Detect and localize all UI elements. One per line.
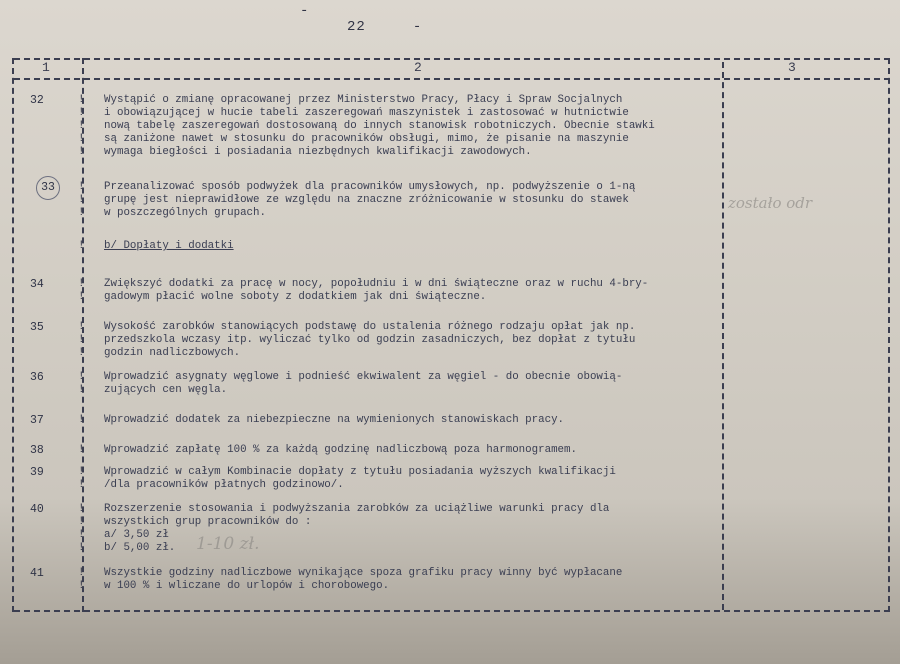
item-text: Wysokość zarobków stanowiących podstawę do ustalenia różnego rodzaju opłat jak np. przedszkola wczasy itp. wyliczać tylko od godzin zasadniczych, bez dopłat z tytułu godzin nadliczbowych. [104, 321, 636, 359]
header-separator [14, 78, 890, 80]
margin-marks: ! [78, 240, 85, 252]
margin-marks: ! ! ! [78, 181, 85, 219]
margin-marks: ! ! ! [78, 321, 85, 359]
margin-marks: ! [78, 414, 85, 426]
table-top-border [14, 58, 890, 60]
item-text: Przeanalizować sposób podwyżek dla pracowników umysłowych, np. podwyższenie o 1-ną grupę jest nieprawidłowe ze względu na znaczne zróżnicowanie w stosunku do stawek w poszczególnych grupach. [104, 181, 636, 219]
item-text: Wprowadzić zapłatę 100 % za każdą godzinę nadliczbową poza harmonogramem. [104, 444, 577, 456]
margin-marks: ! ! [78, 466, 85, 491]
item-number: 36 [30, 371, 44, 384]
item-text: Rozszerzenie stosowania i podwyższania zarobków za uciążliwe warunki pracy dla wszystkich grup pracowników do : a/ 3,50 zł b/ 5,00 zł. [104, 503, 610, 554]
margin-marks: ! ! ! ! ! [78, 94, 85, 158]
item-number: 38 [30, 444, 44, 457]
item-text: Wystąpić o zmianę opracowanej przez Ministerstwo Pracy, Płacy i Spraw Socjalnych i obowiązującej w hucie tabeli zaszeregowań maszynistek i zastosować w hutnictwie nową tabelę zaszeregowań dostosowaną do innych stanowisk robotniczych. Obecnie stawki są zaniżone nawet w stosunku do pracowników obsługi, mimo, że pisanie na maszynie wymaga biegłości i posiadania niezbędnych kwalifikacji zawodowych. [104, 94, 655, 158]
margin-marks: ! [78, 444, 85, 456]
item-text: Wprowadzić asygnaty węglowe i podnieść ekwiwalent za węgiel - do obecnie obowią- zujących cen węgla. [104, 371, 623, 396]
item-number: 34 [30, 278, 44, 291]
item-number: 33 [36, 176, 60, 200]
table-bottom-border [14, 610, 890, 612]
column-header-2: 2 [414, 60, 422, 75]
margin-marks: ! ! [78, 567, 85, 592]
column-header-3: 3 [788, 60, 796, 75]
page-number: - 22 - [300, 3, 423, 35]
item-number: 32 [30, 94, 44, 107]
section-heading: b/ Dopłaty i dodatki [104, 240, 234, 252]
item-number: 41 [30, 567, 44, 580]
item-number: 40 [30, 503, 44, 516]
item-text: Wszystkie godziny nadliczbowe wynikające spoza grafiku pracy winny być wypłacane w 100 % i wliczane do urlopów i chorobowego. [104, 567, 623, 592]
item-text: Wprowadzić dodatek za niebezpieczne na wymienionych stanowiskach pracy. [104, 414, 565, 426]
margin-marks: ! ! [78, 371, 85, 396]
pencil-note: 1-10 zł. [196, 534, 260, 554]
right-border [888, 58, 890, 612]
left-border [12, 58, 14, 612]
pencil-note: zostało odr [728, 194, 813, 212]
column-header-1: 1 [42, 60, 50, 75]
column-divider-2 [722, 62, 724, 610]
item-number: 39 [30, 466, 44, 479]
item-number: 37 [30, 414, 44, 427]
margin-marks: ! ! [78, 278, 85, 303]
margin-marks: ! ! ! ! [78, 503, 85, 554]
item-text: Wprowadzić w całym Kombinacie dopłaty z tytułu posiadania wyższych kwalifikacji /dla pracowników płatnych godzinowo/. [104, 466, 616, 491]
item-text: Zwiększyć dodatki za pracę w nocy, popołudniu i w dni świąteczne oraz w ruchu 4-bry- gadowym płacić wolne soboty z dodatkiem jak dni świąteczne. [104, 278, 649, 303]
item-number: 35 [30, 321, 44, 334]
